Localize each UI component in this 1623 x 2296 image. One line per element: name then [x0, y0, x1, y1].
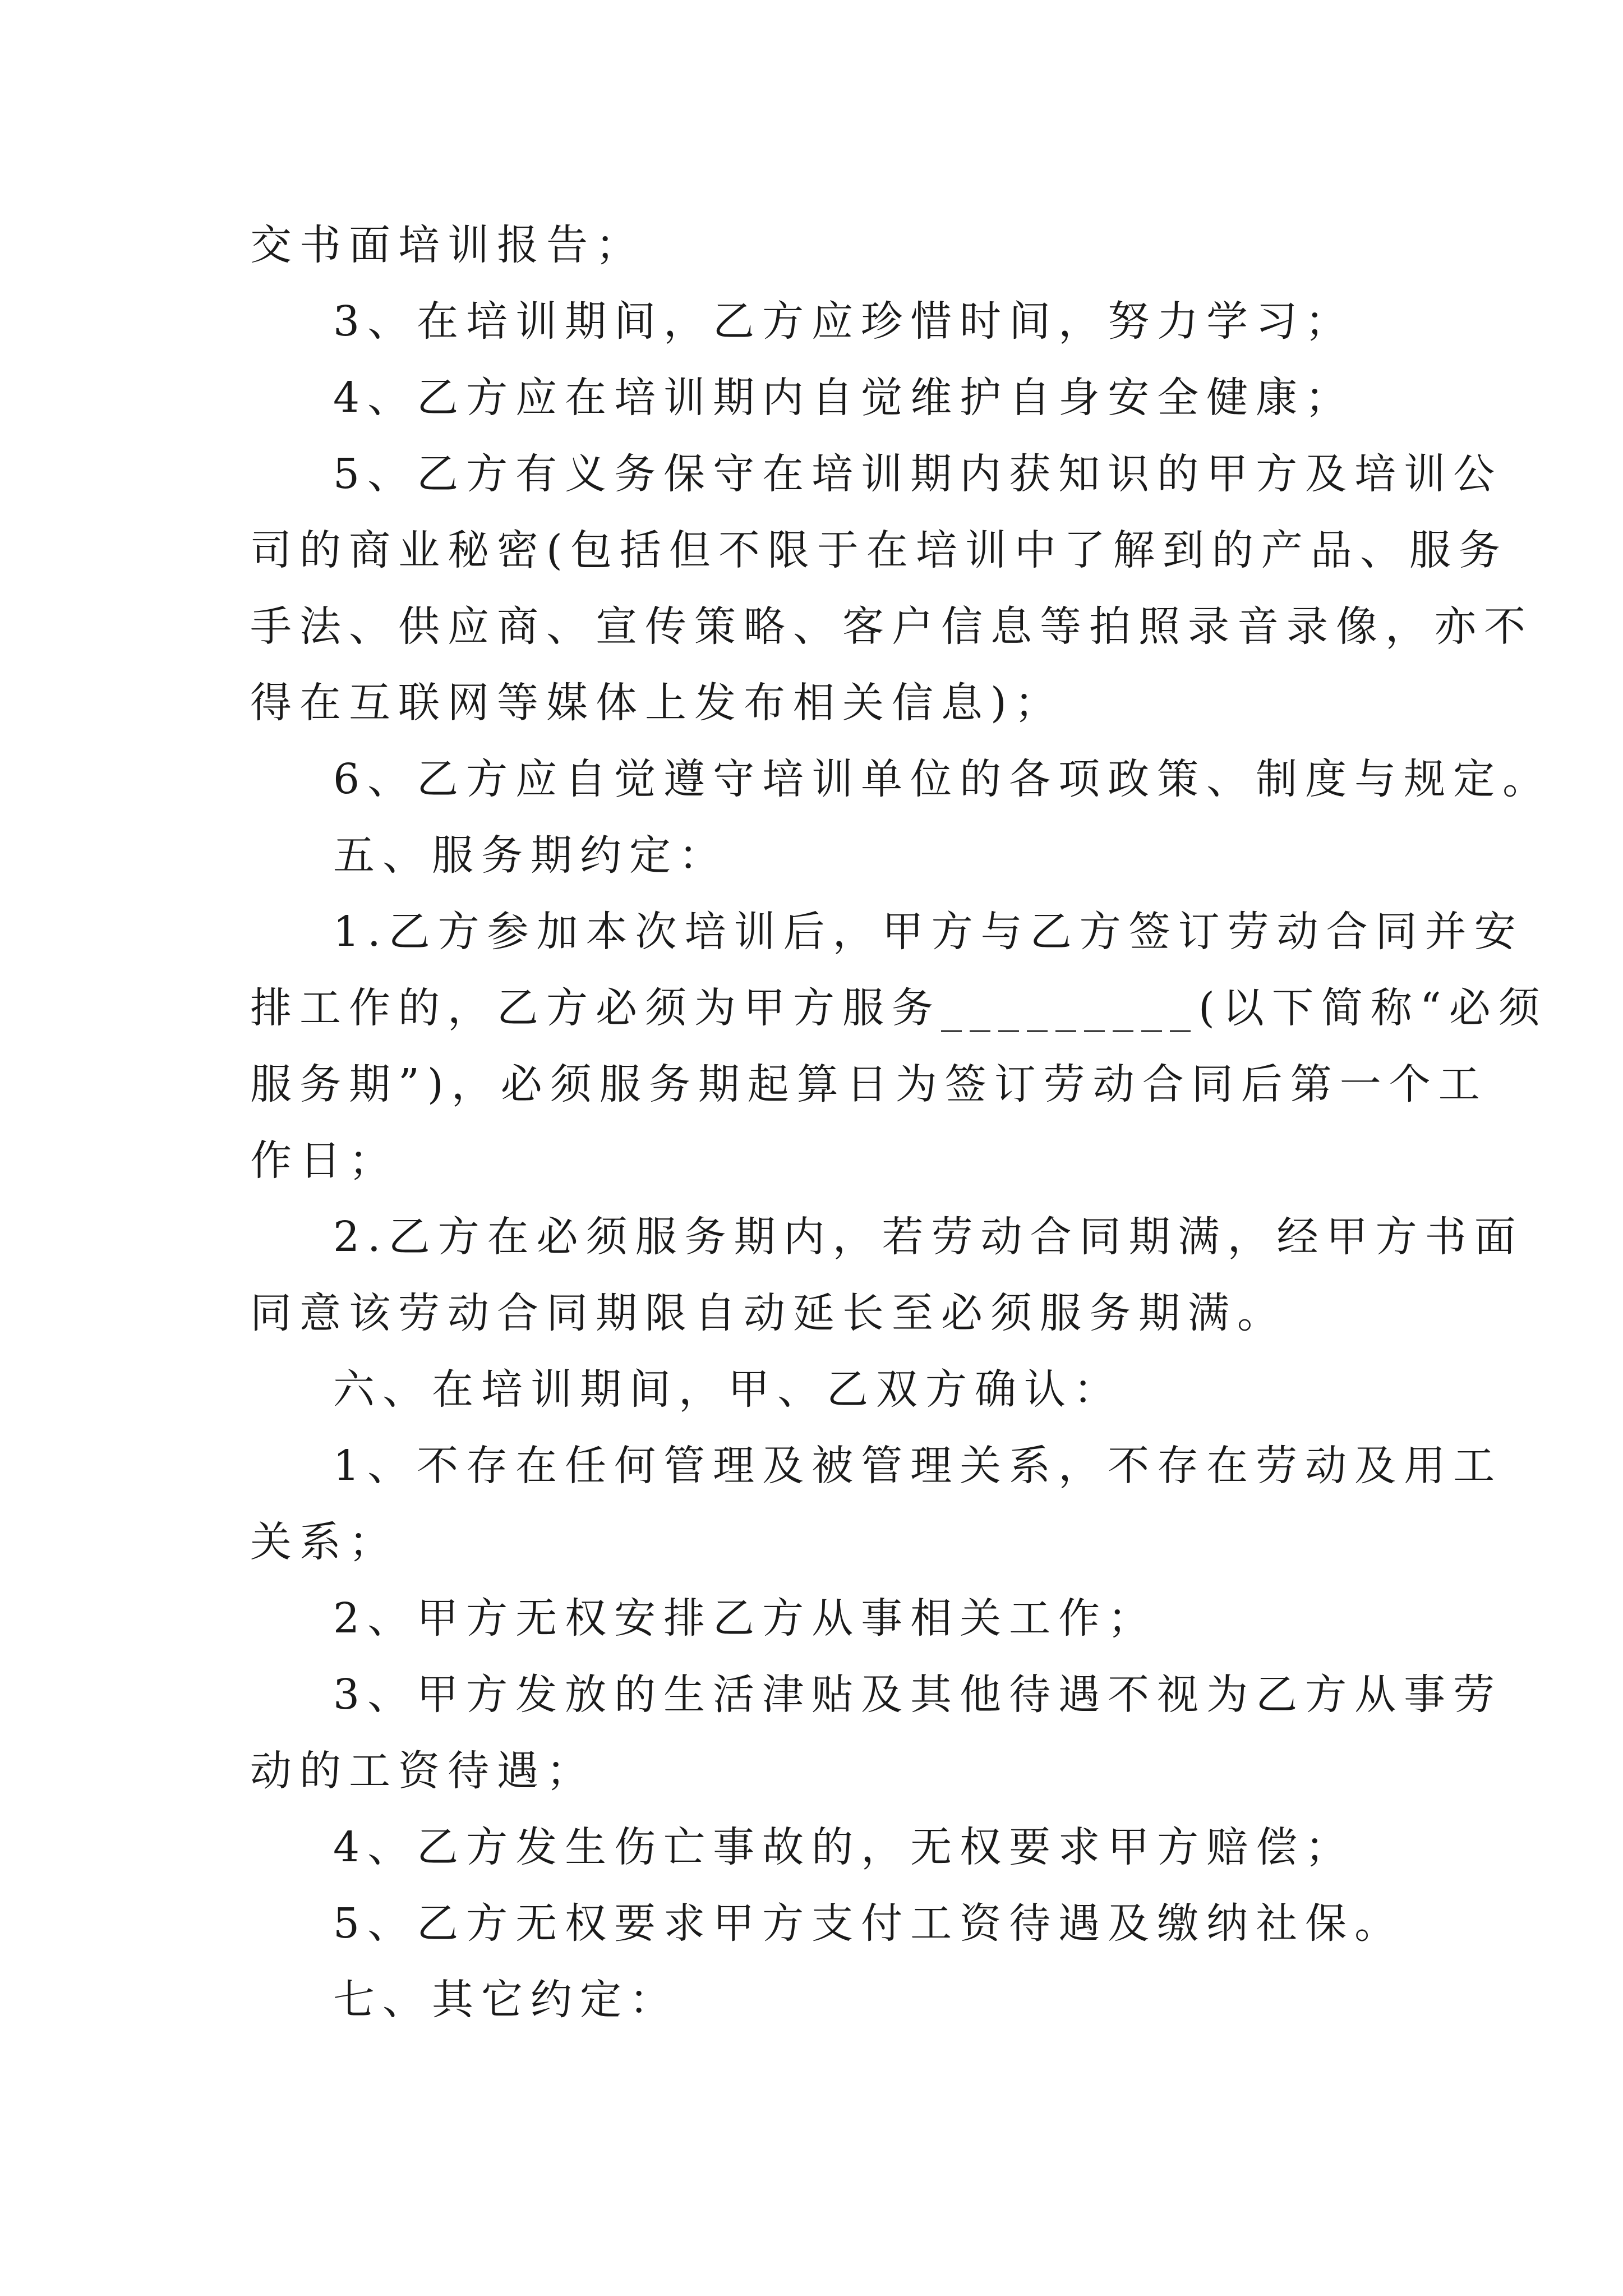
text-line: 关系； [250, 1518, 398, 1566]
section-heading: 六、在培训期间，甲、乙双方确认： [333, 1365, 1123, 1414]
text-line: 2、甲方无权安排乙方从事相关工作； [333, 1594, 1158, 1642]
text-line: 3、在培训期间，乙方应珍惜时间，努力学习； [333, 297, 1355, 346]
text-line: 6、乙方应自觉遵守培训单位的各项政策、制度与规定。 [333, 755, 1552, 803]
section-heading: 七、其它约定： [333, 1976, 679, 2024]
text-line: 动的工资待遇； [250, 1747, 596, 1795]
text-line: 4、乙方发生伤亡事故的，无权要求甲方赔偿； [333, 1823, 1355, 1871]
text-line: 5、乙方无权要求甲方支付工资待遇及缴纳社保。 [333, 1899, 1404, 1948]
text-line: 1.乙方参加本次培训后，甲方与乙方签订劳动合同并安 [333, 908, 1524, 956]
text-line: 交书面培训报告； [250, 221, 645, 269]
text-line: 作日； [250, 1137, 398, 1185]
text-line: 得在互联网等媒体上发布相关信息)； [250, 679, 1064, 727]
text-line: 排工作的，乙方必须为甲方服务_________(以下简称“必须 [250, 984, 1548, 1032]
text-line: 1、不存在任何管理及被管理关系，不存在劳动及用工 [333, 1442, 1503, 1490]
section-heading: 五、服务期约定： [333, 831, 728, 880]
text-line: 3、甲方发放的生活津贴及其他待遇不视为乙方从事劳 [333, 1671, 1503, 1719]
text-line: 司的商业秘密(包括但不限于在培训中了解到的产品、服务 [250, 526, 1508, 574]
text-line: 5、乙方有义务保守在培训期内获知识的甲方及培训公 [333, 450, 1503, 498]
text-line: 同意该劳动合同期限自动延长至必须服务期满。 [250, 1289, 1287, 1337]
text-line: 手法、供应商、宣传策略、客户信息等拍照录音录像，亦不 [250, 602, 1533, 651]
text-line: 4、乙方应在培训期内自觉维护自身安全健康； [333, 374, 1355, 422]
text-line: 服务期”)，必须服务期起算日为签订劳动合同后第一个工 [250, 1060, 1488, 1108]
text-line: 2.乙方在必须服务期内，若劳动合同期满，经甲方书面 [333, 1213, 1524, 1261]
